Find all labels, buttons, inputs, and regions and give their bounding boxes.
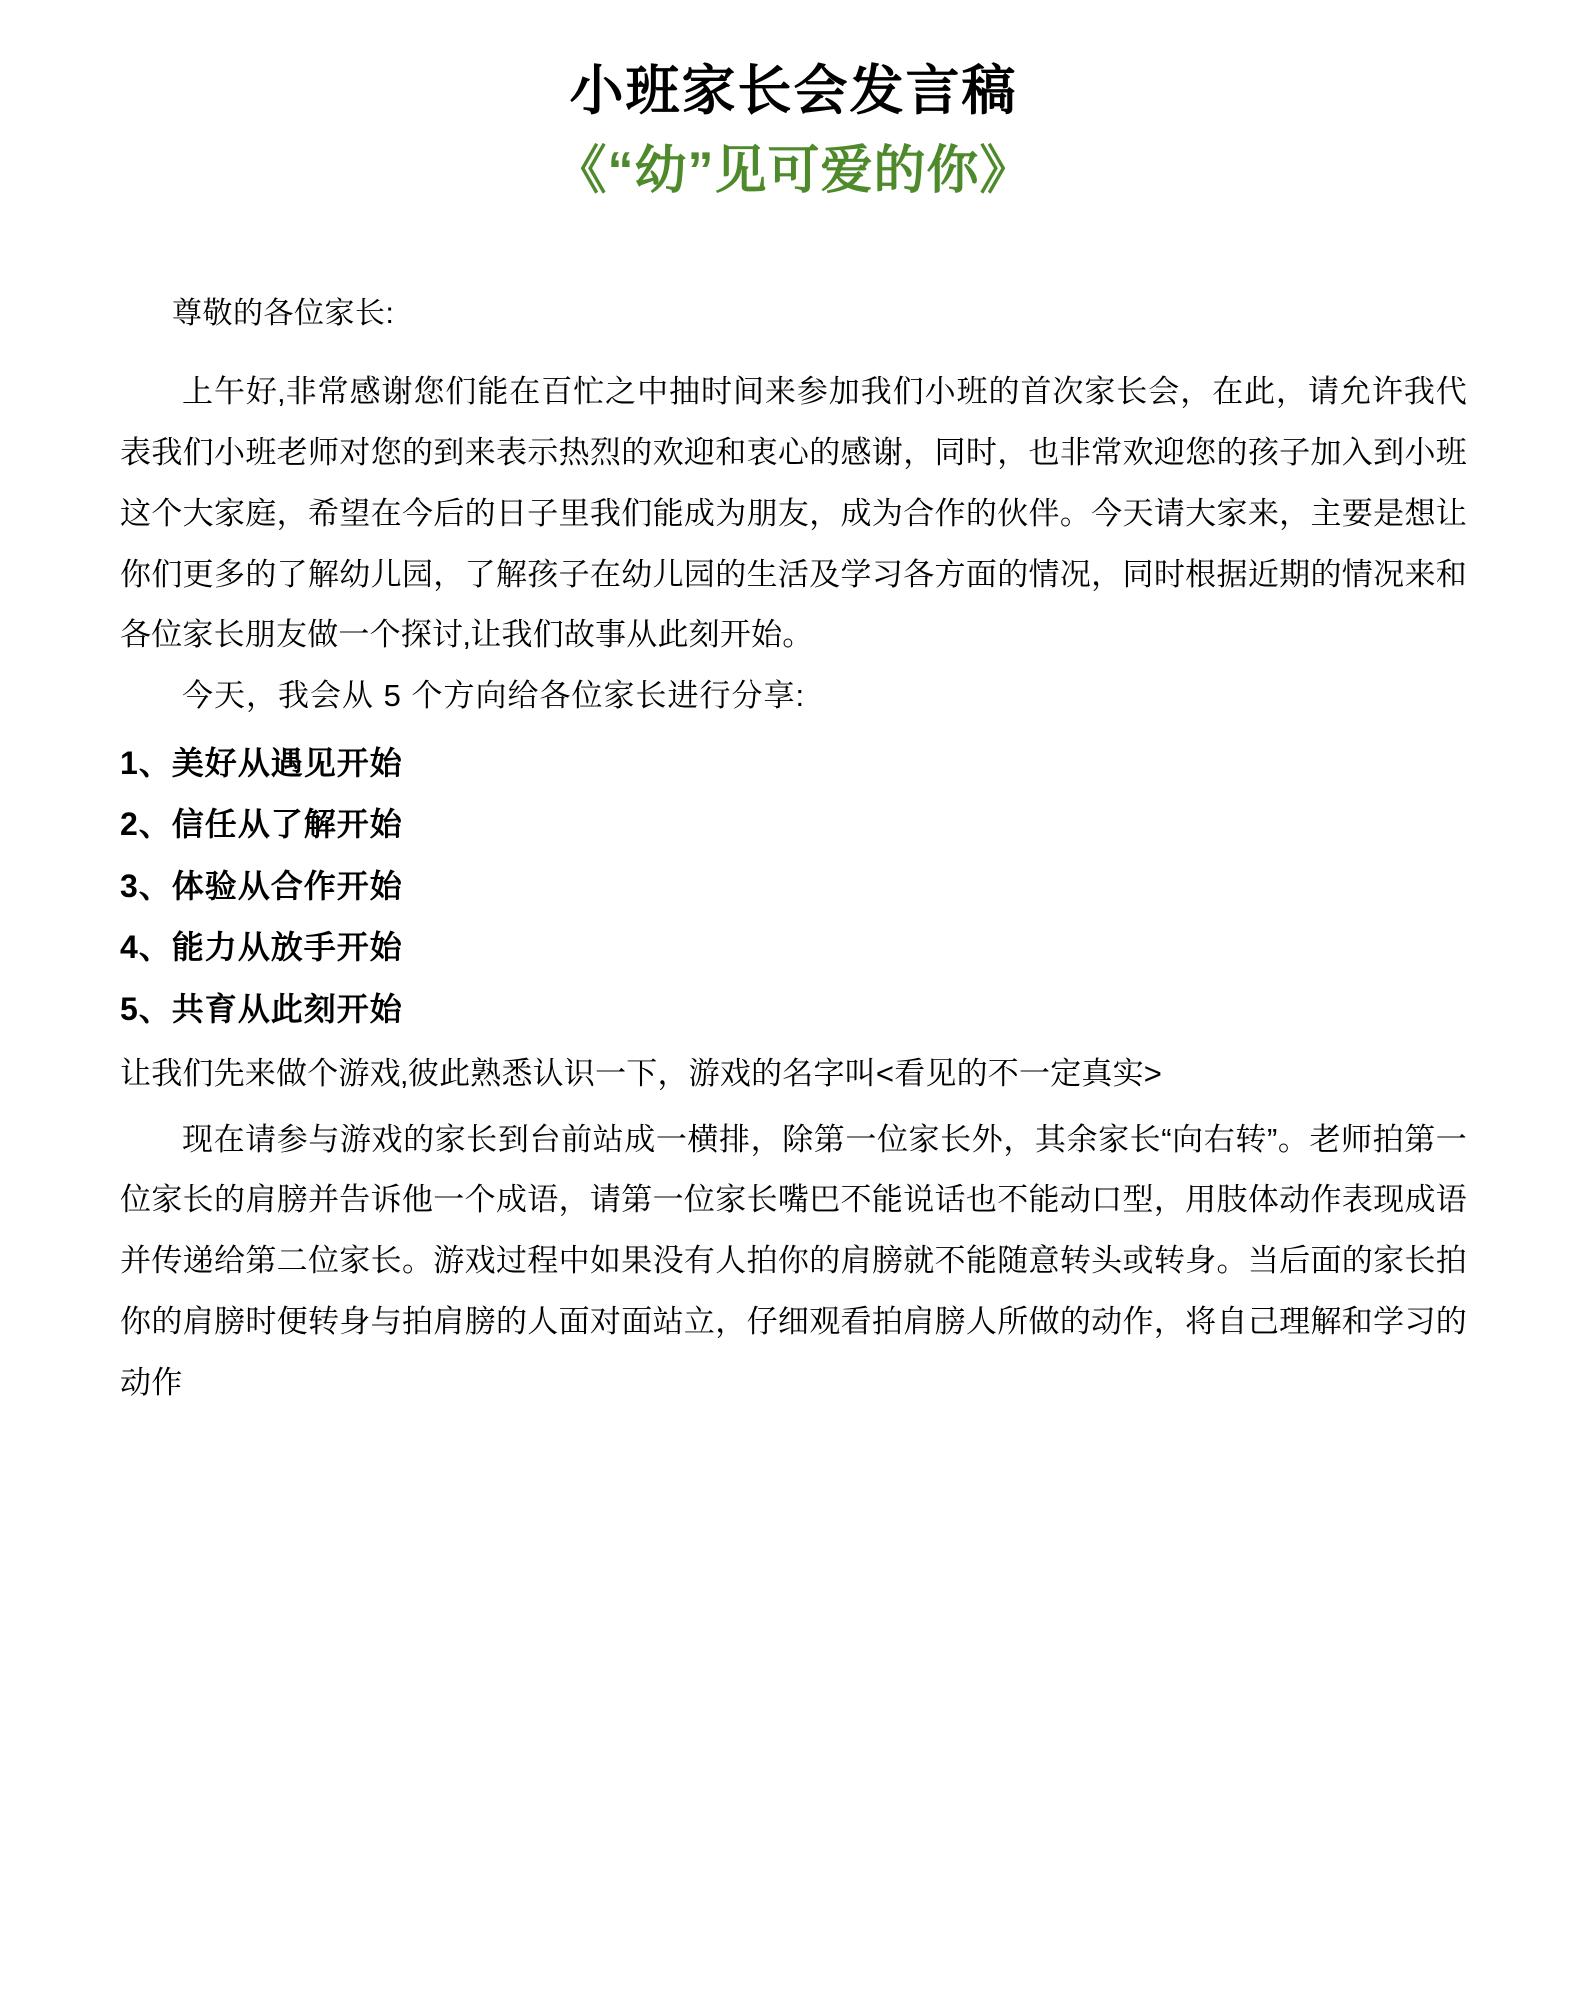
document-body — [120, 291, 1467, 1413]
list-item: 5、共育从此刻开始 — [120, 990, 403, 1027]
page-subtitle: 《“幼”见可爱的你》 — [554, 141, 1033, 200]
page-title: 小班家长会发言稿 — [569, 61, 1018, 121]
game-rules-paragraph: 现在请参与游戏的家长到台前站成一横排，除第一位家长外，其余家长“向右转”。老师拍第一位家长的肩膀并告诉他一个成语，请第一位家长嘴巴不能说话也不能动口型，用肢体动作表现成语并传递给第二位家长。游戏过程中如果没有人拍你的肩膀就不能随意转头或转身。当后面的家长拍你的肩膀时便转身与拍肩膀的人面对面站立，仔细观看拍肩膀人所做的动作，将自己理解和学习的动作 — [120, 1121, 1467, 1400]
welcome-paragraph: 上午好‚非常感谢您们能在百忙之中抽时间来参加我们小班的首次家长会，在此，请允许我代表我们小班老师对您的到来表示热烈的欢迎和衷心的感谢，同时，也非常欢迎您的孩子加入到小班这个大家庭，希望在今后的日子里我们能成为朋友，成为合作的伙伴。今天请大家来，主要是想让你们更多的了解幼儿园，了解孩子在幼儿园的生活及学习各方面的情况，同时根据近期的情况来和各位家长朋友做一个探讨‚让我们故事从此刻开始。 — [120, 374, 1467, 653]
list-item: 2、信任从了解开始 — [120, 806, 403, 843]
list-item: 4、能力从放手开始 — [120, 929, 403, 966]
salutation-line: 尊敬的各位家长: — [172, 297, 395, 331]
agenda-list — [120, 733, 1467, 1040]
list-item: 3、体验从合作开始 — [120, 867, 403, 904]
game-intro-line: 让我们先来做个游戏‚彼此熟悉认识一下，游戏的名字叫<看见的不一定真实> — [120, 1056, 1163, 1091]
title-block — [120, 0, 1467, 205]
list-item: 1、美好从遇见开始 — [120, 744, 403, 781]
agenda-intro-line: 今天，我会从 5 个方向给各位家长进行分享: — [182, 678, 806, 714]
